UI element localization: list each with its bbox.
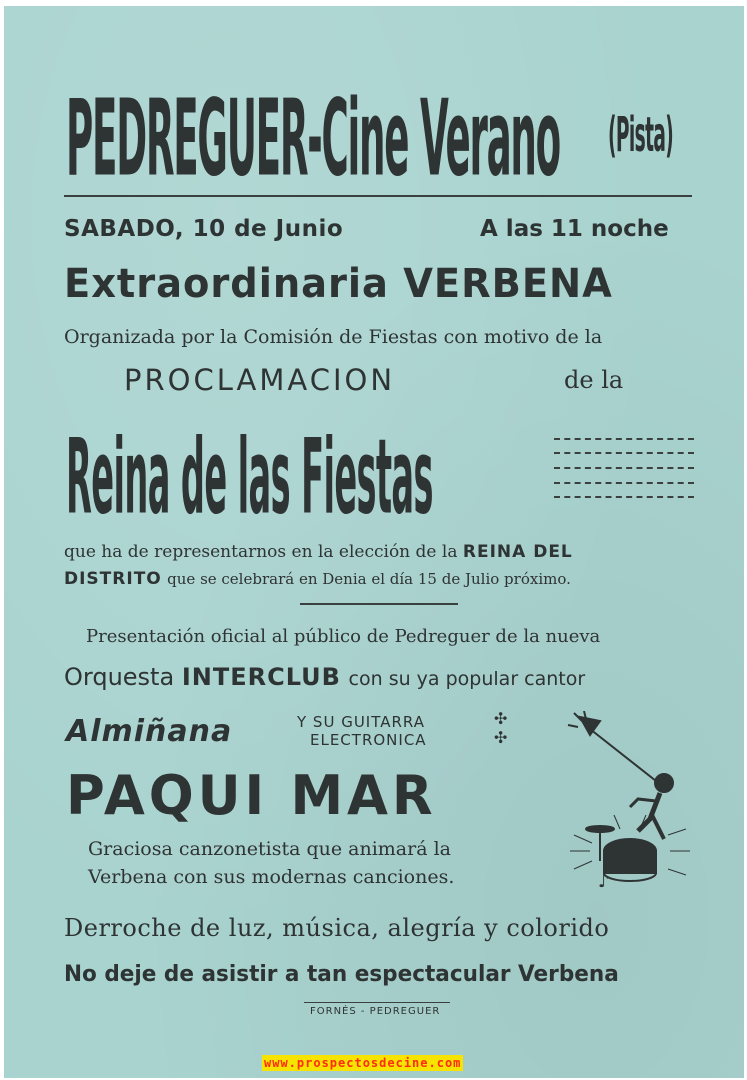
svg-text:♪: ♪ — [598, 871, 610, 891]
reina-del-distrito-b: DISTRITO — [64, 569, 162, 589]
performer-name: PAQUI MAR — [66, 764, 437, 827]
orquesta-word: Orquesta — [64, 663, 175, 691]
singer-name: Almiñana — [66, 714, 233, 749]
represent-line-1a: que ha de representarnos en la elección de la — [64, 542, 458, 562]
ornament-icon: ✣ — [494, 728, 508, 747]
performer-desc-1: Graciosa canzonetista que animará la — [88, 838, 451, 860]
de-la-text: de la — [564, 366, 624, 394]
title-sub: (Pista) — [608, 108, 674, 164]
guitar-line-1: Y SU GUITARRA — [297, 713, 425, 731]
proclamacion-text: PROCLAMACION — [124, 363, 396, 397]
guitar-line-2: ELECTRONICA — [310, 731, 427, 749]
represent-line-1 — [64, 542, 573, 562]
performer-desc-2: Verbena con sus modernas canciones. — [88, 866, 455, 888]
time-text: A las 11 noche — [480, 216, 669, 242]
watermark-url[interactable]: www.prospectosdecine.com — [264, 1056, 462, 1070]
orchestra-rest: con su ya popular cantor — [348, 668, 586, 690]
title-main: PEDREGUER-Cine Verano — [66, 78, 561, 201]
reina-title: Reina de las Fiestas — [66, 418, 433, 539]
flyer-sheet — [4, 6, 744, 1078]
event-headline: Extraordinaria VERBENA — [64, 261, 613, 307]
orchestra-line — [64, 663, 585, 691]
date-text: SABADO, 10 de Junio — [64, 216, 344, 242]
represent-line-2 — [64, 569, 571, 589]
orchestra-name: INTERCLUB — [181, 663, 341, 691]
title-rule — [64, 195, 692, 197]
closing-line-2: No deje de asistir a tan espectacular Verbena — [64, 962, 619, 987]
organized-text: Organizada por la Comisión de Fiestas con motivo de la — [64, 326, 603, 348]
closing-line-1: Derroche de luz, música, alegría y colorido — [64, 914, 610, 942]
ornament-icon: ✣ — [494, 709, 508, 728]
reina-del-distrito-a: REINA DEL — [462, 542, 573, 562]
printer-credit: FORNÉS - PEDREGUER — [310, 1006, 441, 1017]
musician-illustration — [560, 711, 700, 891]
presentation-text: Presentación oficial al público de Pedreguer de la nueva — [86, 626, 601, 647]
represent-line-2b: que se celebrará en Denia el día 15 de Julio próximo. — [167, 570, 571, 588]
printer-rule — [304, 1002, 450, 1003]
middle-rule — [300, 603, 458, 605]
